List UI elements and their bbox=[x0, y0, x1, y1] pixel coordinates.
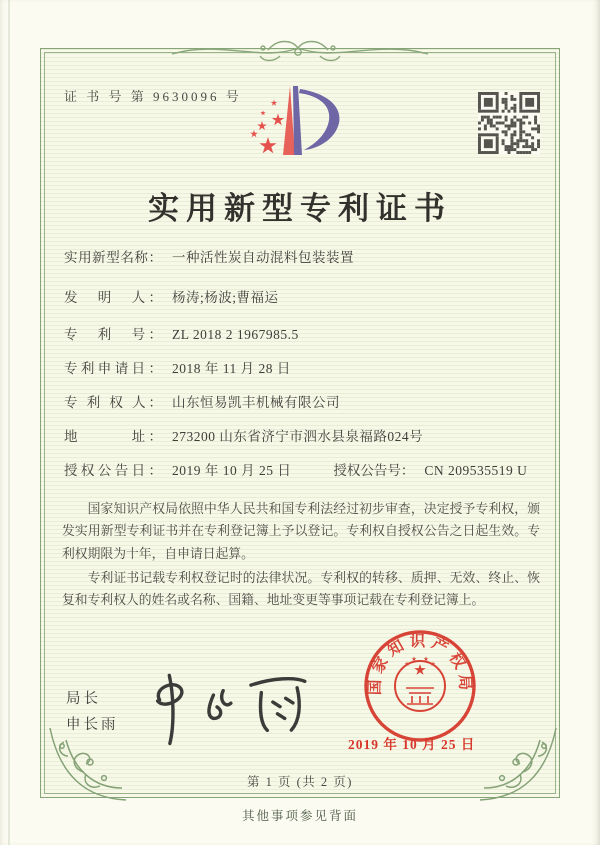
field-row-patent-no bbox=[64, 325, 542, 345]
top-flourish-ornament bbox=[170, 36, 430, 64]
scan-edge-artifact bbox=[8, 0, 10, 845]
field-value: 273200 山东省济宁市泗水县泉福路024号 bbox=[172, 429, 424, 444]
director-name: 申长雨 bbox=[66, 717, 119, 733]
legal-paragraph-2: 专利证书记载专利权登记时的法律状况。专利权的转移、质押、无效、终止、恢复和专利权人的姓名或名称、国籍、地址变更等事项记载在专利登记簿上。 bbox=[62, 570, 540, 608]
cnipa-logo-icon bbox=[222, 70, 382, 180]
field-value: 2019 年 10 月 25 日 bbox=[172, 463, 292, 478]
director-block bbox=[66, 686, 119, 738]
field-label: 专 利 号： bbox=[64, 327, 162, 342]
certificate-title: 实用新型专利证书 bbox=[148, 191, 452, 226]
field-label: 发 明 人： bbox=[64, 290, 162, 305]
field-row-patentee bbox=[64, 393, 542, 413]
field-value: 一种活性炭自动混料包装装置 bbox=[172, 250, 354, 265]
qr-code-icon bbox=[478, 92, 540, 154]
field-value: 杨涛;杨波;曹福运 bbox=[172, 290, 279, 305]
seal-text: 国家知识产权局 bbox=[366, 633, 474, 696]
svg-text:国家知识产权局 bbox=[365, 632, 475, 695]
legal-text-block bbox=[62, 498, 540, 613]
field-label: 专利申请日： bbox=[64, 361, 162, 376]
certificate-fields bbox=[64, 248, 542, 495]
field-label: 授权公告号： bbox=[333, 463, 415, 478]
field-label: 授权公告日： bbox=[64, 463, 162, 478]
field-label: 专 利 权 人： bbox=[64, 395, 162, 410]
field-row-address bbox=[64, 427, 542, 447]
legal-paragraph-1: 国家知识产权局依照中华人民共和国专利法经过初步审查，决定授予专利权，颁发实用新型专利证书并在专利登记簿上予以登记。专利权自授权公告之日起生效。专利权期限为十年，自申请日起算。 bbox=[62, 502, 540, 561]
certificate-number: 证 书 号 第 9630096 号 bbox=[64, 89, 242, 104]
field-label: 地 址： bbox=[64, 429, 162, 444]
field-row-filing-date bbox=[64, 359, 542, 379]
field-row-name bbox=[64, 248, 542, 268]
grant-number-pair bbox=[333, 461, 527, 481]
field-value: 2018 年 11 月 28 日 bbox=[172, 361, 291, 376]
field-row-inventors bbox=[64, 288, 542, 308]
field-label: 实用新型名称： bbox=[64, 250, 162, 265]
back-side-note: 其他事项参见背面 bbox=[241, 809, 358, 823]
field-value: CN 209535519 U bbox=[424, 463, 528, 478]
director-signature-icon bbox=[140, 664, 330, 748]
page-number: 第 1 页 (共 2 页) bbox=[247, 775, 353, 789]
seal-date: 2019 年 10 月 25 日 bbox=[348, 737, 476, 752]
director-title: 局长 bbox=[66, 691, 101, 707]
field-row-grant bbox=[64, 461, 542, 481]
field-value: ZL 2018 2 1967985.5 bbox=[172, 327, 299, 342]
field-value: 山东恒易凯丰机械有限公司 bbox=[172, 395, 340, 410]
